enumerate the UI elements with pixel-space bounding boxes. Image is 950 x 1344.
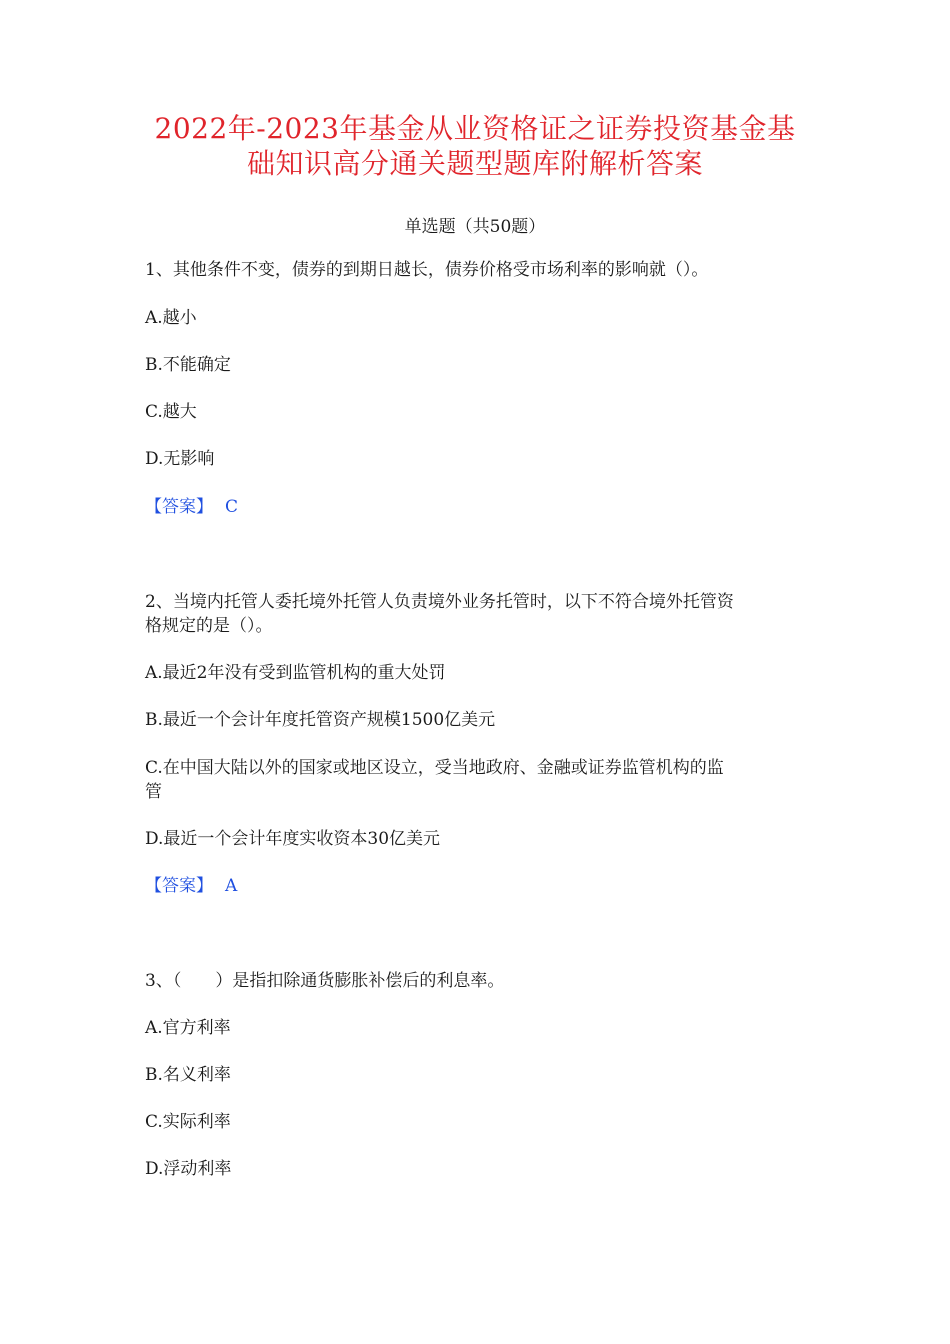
question-1-option-a: A.越小 — [145, 308, 197, 328]
question-1-option-c: C.越大 — [145, 402, 197, 422]
question-2-option-c-line-2: 管 — [145, 782, 162, 802]
question-2-answer — [145, 874, 815, 898]
document-title-line-1: 2022年-2023年基金从业资格证之证券投资基金基 — [154, 112, 796, 145]
question-2-stem-line-1: 2、当境内托管人委托境外托管人负责境外业务托管时，以下不符合境外托管资 — [145, 592, 734, 612]
answer-label: 【答案】 — [145, 876, 213, 896]
question-1-answer — [145, 495, 815, 519]
question-2-option-c: C.在中国大陆以外的国家或地区设立，受当地政府、金融或证券监管机构的监 — [145, 758, 724, 778]
question-3-option-a: A.官方利率 — [145, 1018, 231, 1038]
question-1-option-b: B.不能确定 — [145, 355, 231, 375]
question-1-stem: 1、其他条件不变，债券的到期日越长，债券价格受市场利率的影响就（）。 — [145, 260, 709, 280]
question-3-option-d: D.浮动利率 — [145, 1159, 232, 1179]
question-3-stem: 3、（ ）是指扣除通货膨胀补偿后的利息率。 — [145, 971, 505, 991]
question-2-option-b: B.最近一个会计年度托管资产规模1500亿美元 — [145, 710, 496, 730]
answer-label: 【答案】 — [145, 497, 213, 517]
answer-value: C — [225, 497, 239, 517]
question-2-stem-line-2: 格规定的是（）。 — [145, 616, 273, 636]
question-3-option-c: C.实际利率 — [145, 1112, 231, 1132]
document-title-line-2: 础知识高分通关题型题库附解析答案 — [246, 147, 703, 180]
question-2-option-a: A.最近2年没有受到监管机构的重大处罚 — [145, 663, 446, 683]
answer-value: A — [225, 876, 238, 896]
question-1-option-d: D.无影响 — [145, 449, 215, 469]
question-3-option-b: B.名义利率 — [145, 1065, 231, 1085]
section-heading: 单选题（共50题） — [404, 217, 546, 237]
question-2-option-d: D.最近一个会计年度实收资本30亿美元 — [145, 829, 441, 849]
